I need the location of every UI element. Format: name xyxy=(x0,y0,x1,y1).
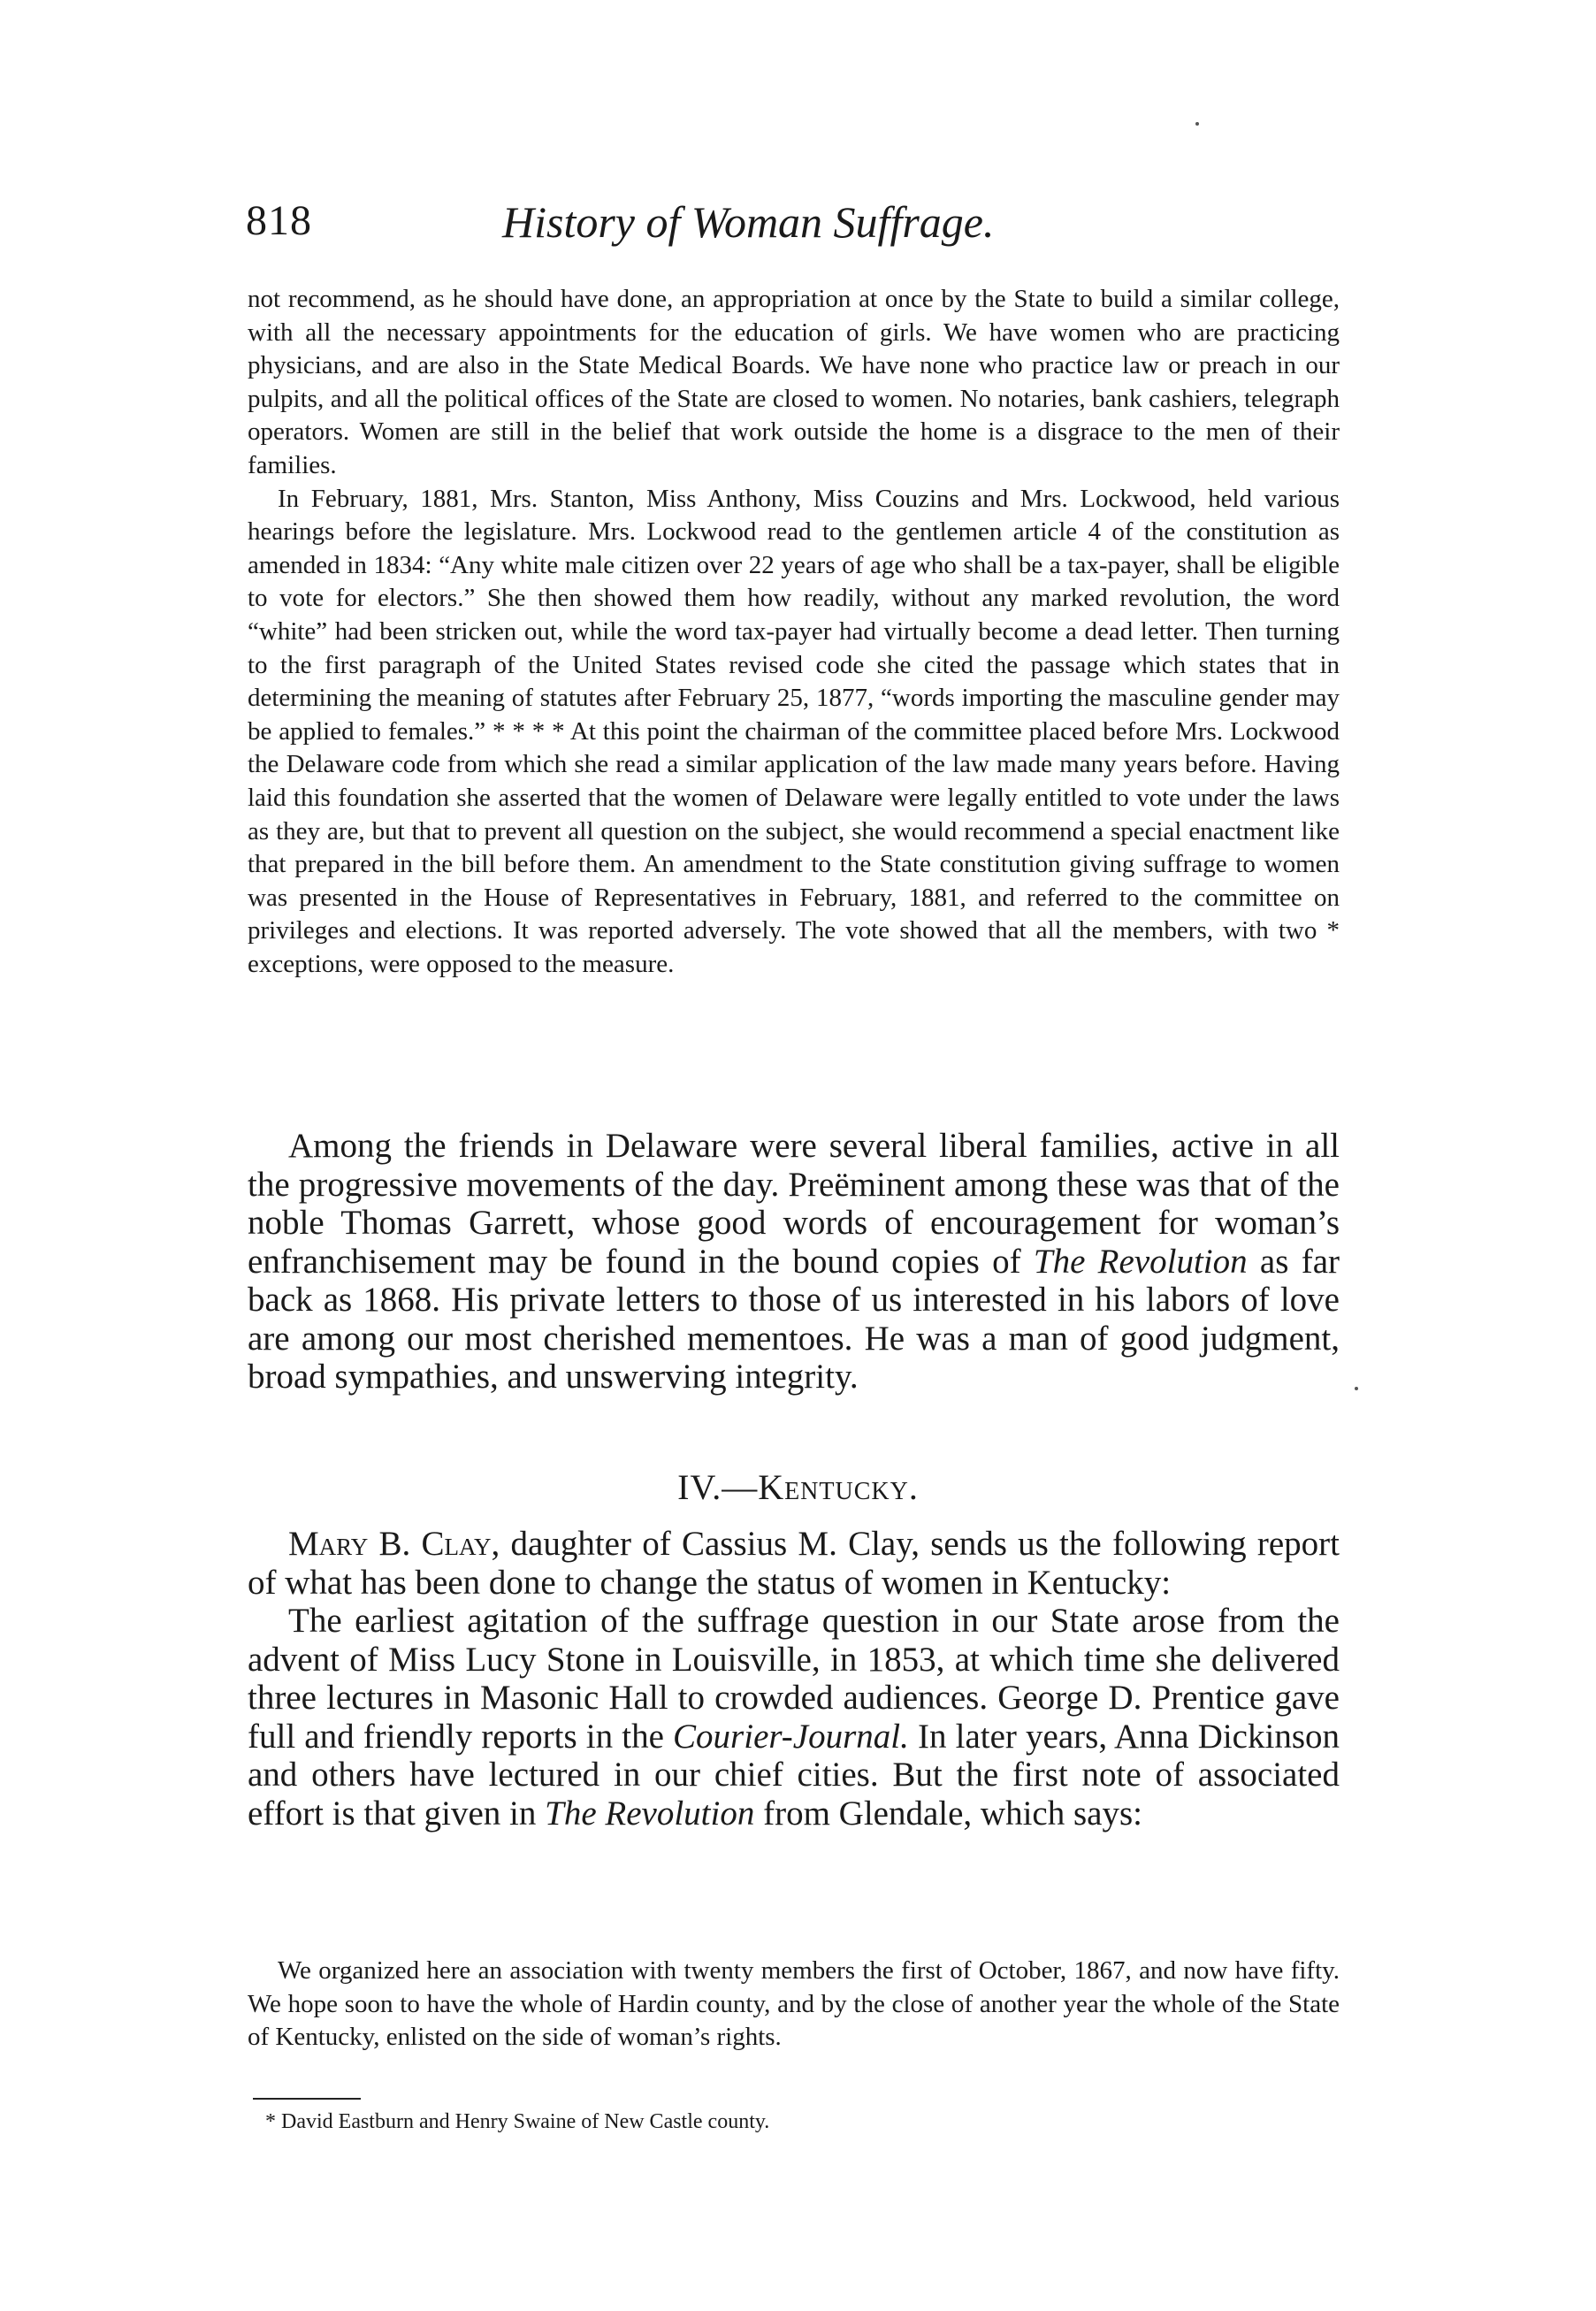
author-name: Mary B. Clay xyxy=(288,1525,492,1563)
block-small-2 xyxy=(248,1955,1340,2055)
block-small-1 xyxy=(248,283,1340,981)
paragraph: not recommend, as he should have done, an appropriation at once by the State to build a similar college, with all the necessary appointments for the education of girls. We have women who are practicing physicians, and are also in the State Medical Boards. We have none who practice law or preach in our pulpits, and all the political offices of the State are closed to women. No notaries, bank cashiers, telegraph operators. Women are still in the belief that work outside the home is a disgrace to the men of their families. xyxy=(248,285,1340,479)
page-header xyxy=(246,196,1333,258)
paragraph xyxy=(248,1525,1340,1602)
speck xyxy=(1195,122,1199,126)
speck xyxy=(1355,1387,1358,1390)
text-run: Among the friends in Delaware were several liberal families, active in all the progressive movements of the day. Preëminent among these was that of the noble Thomas Garrett, whose good words of encouragement for woman’s enfranchisement may be found in the bound copies of xyxy=(248,1127,1340,1281)
quotation: We organized here an association with twenty members the first of October, 1867, and now have fifty. We hope soon to have the whole of Hardin county, and by the close of another year the whole of the State of Kentucky, enlisted on the side of woman’s rights. xyxy=(248,1956,1340,2052)
paragraph: In February, 1881, Mrs. Stanton, Miss Anthony, Miss Couzins and Mrs. Lockwood, held various hearings before the legislature. Mrs. Lockwood read to the gentlemen article 4 of the constitution as amended in 1834: “Any white male citizen over 22 years of age who shall be a tax-payer, shall be eligible to vote for electors.” She then showed them how readily, without any marked revolution, the word “white” had been stricken out, while the word tax-payer had virtually become a dead letter. Then turning to the first paragraph of the United States revised code she cited the passage which states that in determining the meaning of statutes after February 25, 1877, “words importing the masculine gender may be applied to females.” * * * * At this point the chairman of the committee placed before Mrs. Lockwood the Delaware code from which she read a similar application of the law made many years before. Having laid this foundation she asserted that the women of Delaware were legally entitled to vote under the laws as they are, but that to prevent all question on the subject, she would recommend a special enactment like that prepared in the bill before them. An amendment to the State constitution giving suffrage to women was presented in the House of Representatives in February, 1881, and referred to the committee on privileges and elections. It was reported adversely. The vote showed that all the members, with two * exceptions, were opposed to the measure. xyxy=(248,484,1340,978)
text-run: In later years, Anna Dickinson and others have lectured in our chief cities. But the first note of associated effort is that given in xyxy=(248,1717,1340,1833)
paragraph xyxy=(248,1127,1340,1397)
running-title: History of Woman Suffrage. xyxy=(502,197,995,247)
block-large-1 xyxy=(248,1127,1340,1397)
text-run: from Glendale, which says: xyxy=(754,1794,1142,1833)
section-heading: IV.—Kentucky. xyxy=(677,1467,919,1507)
text-run: The earliest agitation of the suffrage question in our State arose from the advent of Miss Lucy Stone in Louisville, in 1853, at which time she delivered three lectures in Masonic Hall to crowded audiences. George D. Prentice gave full and friendly reports in the xyxy=(248,1602,1340,1756)
footnote: * David Eastburn and Henry Swaine of New Castle county. xyxy=(265,2110,770,2133)
publication-title: The Revolution xyxy=(1033,1242,1248,1281)
footnote-rule xyxy=(253,2098,361,2100)
page-number: 818 xyxy=(246,197,312,244)
publication-title: The Revolution xyxy=(545,1794,755,1833)
text-run: as far back as 1868. His private letters to those of us interested in his labors of love are among our most cherished mementoes. He was a man of good judgment, broad sympathies, and unswerving integrity. xyxy=(248,1242,1340,1396)
paragraph xyxy=(248,1602,1340,1833)
text-run: , daughter of Cassius M. Clay, sends us the following report of what has been done to change the status of women in Kentucky: xyxy=(248,1525,1340,1602)
publication-title: Courier-Journal. xyxy=(673,1717,909,1756)
block-large-2 xyxy=(248,1525,1340,1833)
